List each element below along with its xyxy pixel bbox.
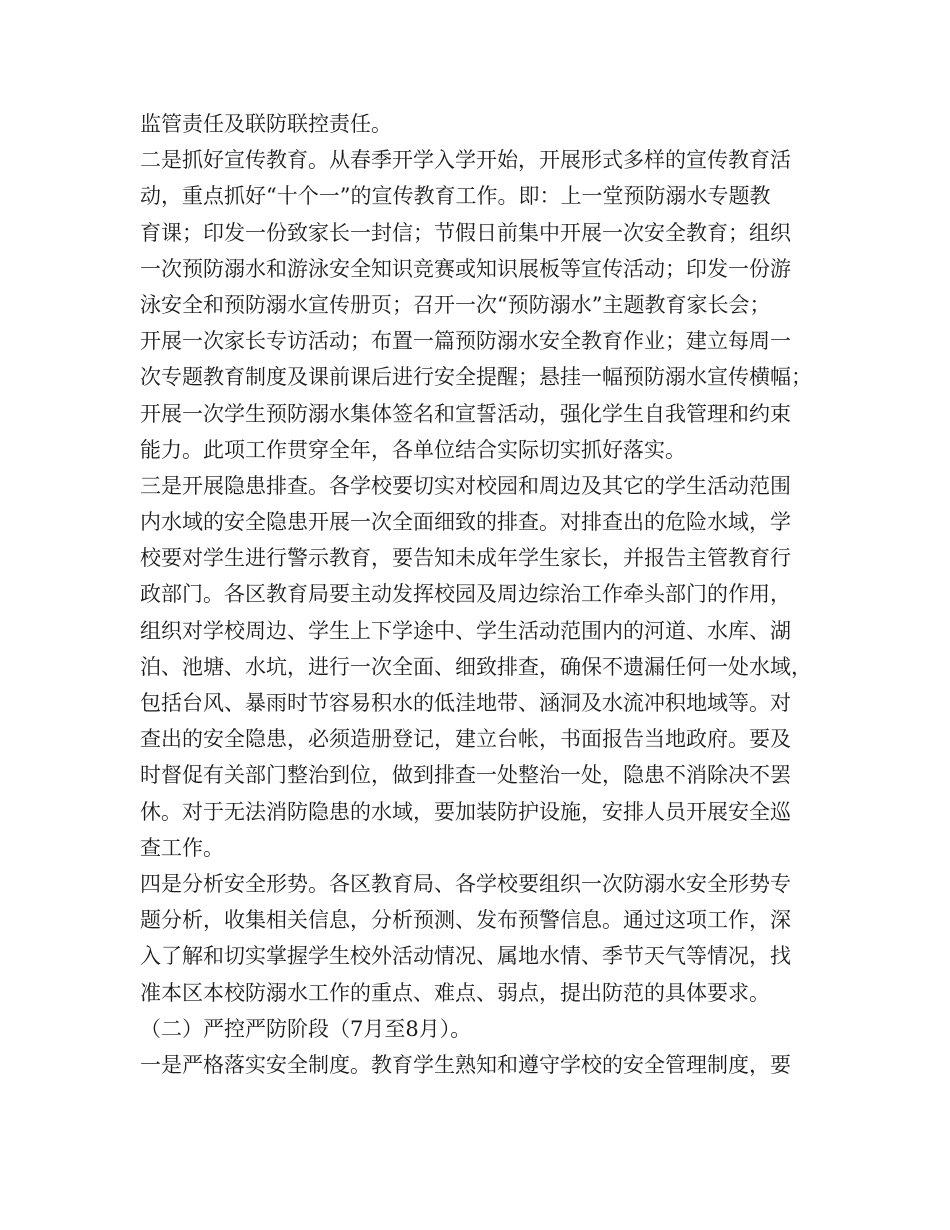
- text-line: 开展一次学生预防溺水集体签名和宣誓活动，强化学生自我管理和约束: [140, 401, 791, 426]
- text-line: 查出的安全隐患，必须造册登记，建立台帐，书面报告当地政府。要及: [140, 727, 791, 752]
- text-line: 动，重点抓好“十个一”的宣传教育工作。即：上一堂预防溺水专题教: [140, 184, 771, 209]
- text-line: 入了解和切实掌握学生校外活动情况、属地水情、季节天气等情况，找: [140, 944, 791, 969]
- text-line: 四是分析安全形势。各区教育局、各学校要组织一次防溺水安全形势专: [140, 871, 791, 896]
- text-line: 一是严格落实安全制度。教育学生熟知和遵守学校的安全管理制度，要: [140, 1052, 791, 1077]
- text-line: 开展一次家长专访活动；布置一篇预防溺水安全教育作业；建立每周一: [140, 329, 791, 354]
- text-line: 组织对学校周边、学生上下学途中、学生活动范围内的河道、水库、湖: [140, 618, 791, 643]
- text-line: 包括台风、暴雨时节容易积水的低洼地带、涵洞及水流冲积地域等。对: [140, 691, 791, 715]
- text-line: 查工作。: [140, 835, 224, 860]
- text-line: 政部门。各区教育局要主动发挥校园及周边综治工作牵头部门的作用，: [140, 582, 791, 607]
- text-line: 三是开展隐患排查。各学校要切实对校园和周边及其它的学生活动范围: [140, 473, 791, 498]
- text-line: 二是抓好宣传教育。从春季开学入学开始，开展形式多样的宣传教育活: [140, 148, 791, 173]
- text-line: 校要对学生进行警示教育，要告知未成年学生家长，并报告主管教育行: [140, 546, 791, 571]
- text-line: 泊、池塘、水坑，进行一次全面、细致排查，确保不遗漏任何一处水域，: [140, 654, 812, 679]
- text-line: 休。对于无法消防隐患的水域，要加装防护设施，安排人员开展安全巡: [140, 799, 791, 824]
- text-line: 题分析，收集相关信息，分析预测、发布预警信息。通过这项工作，深: [140, 908, 791, 933]
- text-line: 能力。此项工作贯穿全年，各单位结合实际切实抓好落实。: [140, 437, 686, 462]
- text-line: 时督促有关部门整治到位，做到排查一处整治一处，隐患不消除决不罢: [140, 763, 791, 788]
- text-line: 一次预防溺水和游泳安全知识竞赛或知识展板等宣传活动；印发一份游: [140, 256, 791, 281]
- text-line: （二）严控严防阶段（7月至8月）。: [140, 1016, 472, 1041]
- document-body: [140, 106, 830, 1083]
- text-line: 准本区本校防溺水工作的重点、难点、弱点，提出防范的具体要求。: [140, 980, 770, 1005]
- text-line: 育课；印发一份致家长一封信；节假日前集中开展一次安全教育；组织: [140, 220, 791, 245]
- text-line: 泳安全和预防溺水宣传册页；召开一次“预防溺水”主题教育家长会；: [140, 292, 771, 317]
- text-line: 监管责任及联防联控责任。: [140, 112, 392, 136]
- text-line: 次专题教育制度及课前课后进行安全提醒；悬挂一幅预防溺水宣传横幅；: [140, 365, 812, 390]
- text-line: 内水域的安全隐患开展一次全面细致的排查。对排查出的危险水域，学: [140, 510, 791, 535]
